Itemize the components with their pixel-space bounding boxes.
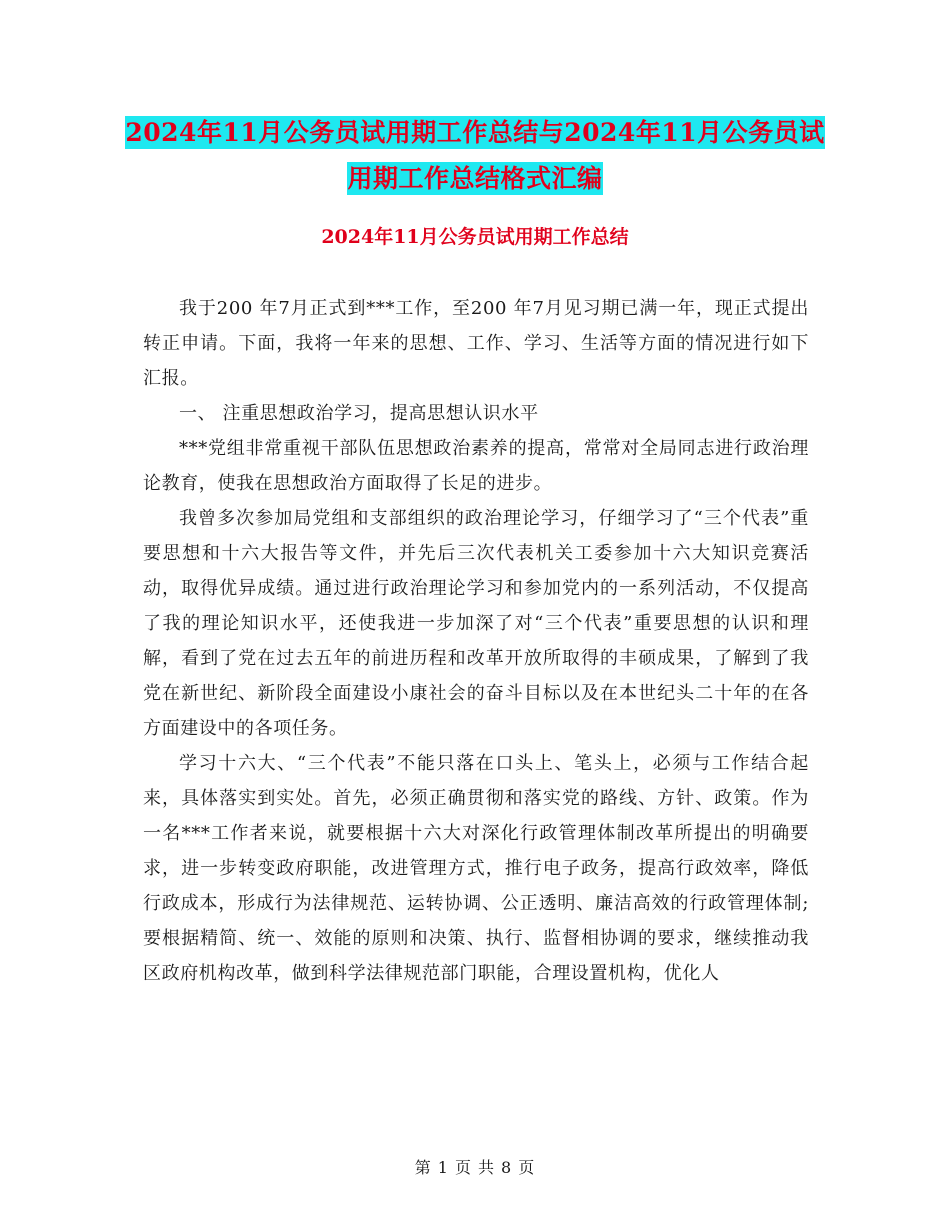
page-total: 8 — [501, 1158, 513, 1177]
page-label-prefix: 第 — [414, 1158, 432, 1177]
section-heading: 一、 注重思想政治学习，提高思想认识水平 — [179, 403, 539, 424]
page-footer — [0, 1155, 950, 1178]
paragraph: 学习十六大、“三个代表”不能只落在口头上、笔头上，必须与工作结合起来，具体落实到实处。首先，必须正确贯彻和落实党的路线、方针、政策。作为一名***工作者来说，就要根据十六大对深化行政管理体制改革所提出的明确要求，进一步转变政府职能，改进管理方式，推行电子政务，提高行政效率，降低行政成本，形成行为法律规范、运转协调、公正透明、廉洁高效的行政管理体制;要根据精简、统一、效能的原则和决策、执行、监督相协调的要求，继续推动我区政府机构改革，做到科学法律规范部门职能，合理设置机构，优化人 — [143, 753, 809, 984]
paragraph: ***党组非常重视干部队伍思想政治素养的提高，常常对全局同志进行政治理论教育，使我在思想政治方面取得了长足的进步。 — [143, 438, 809, 494]
document-body — [143, 291, 809, 991]
document-title-text: 2024年11月公务员试用期工作总结与2024年11月公务员试用期工作总结格式汇编 — [125, 118, 825, 193]
paragraph: 我于200 年7月正式到***工作，至200 年7月见习期已满一年，现正式提出转正申请。下面，我将一年来的思想、工作、学习、生活等方面的情况进行如下汇报。 — [143, 298, 809, 389]
page-label-mid: 页 共 — [454, 1158, 496, 1177]
page-number: 1 — [437, 1158, 449, 1177]
document-title — [120, 110, 830, 202]
section-title: 2024年11月公务员试用期工作总结 — [321, 226, 629, 248]
page-label-suffix: 页 — [518, 1158, 536, 1177]
paragraph: 我曾多次参加局党组和支部组织的政治理论学习，仔细学习了“三个代表”重要思想和十六大报告等文件，并先后三次代表机关工委参加十六大知识竞赛活动，取得优异成绩。通过进行政治理论学习和参加党内的一系列活动，不仅提高了我的理论知识水平，还使我进一步加深了对“三个代表”重要思想的认识和理解，看到了党在过去五年的前进历程和改革开放所取得的丰硕成果，了解到了我党在新世纪、新阶段全面建设小康社会的奋斗目标以及在本世纪头二十年的在各方面建设中的各项任务。 — [143, 508, 809, 739]
